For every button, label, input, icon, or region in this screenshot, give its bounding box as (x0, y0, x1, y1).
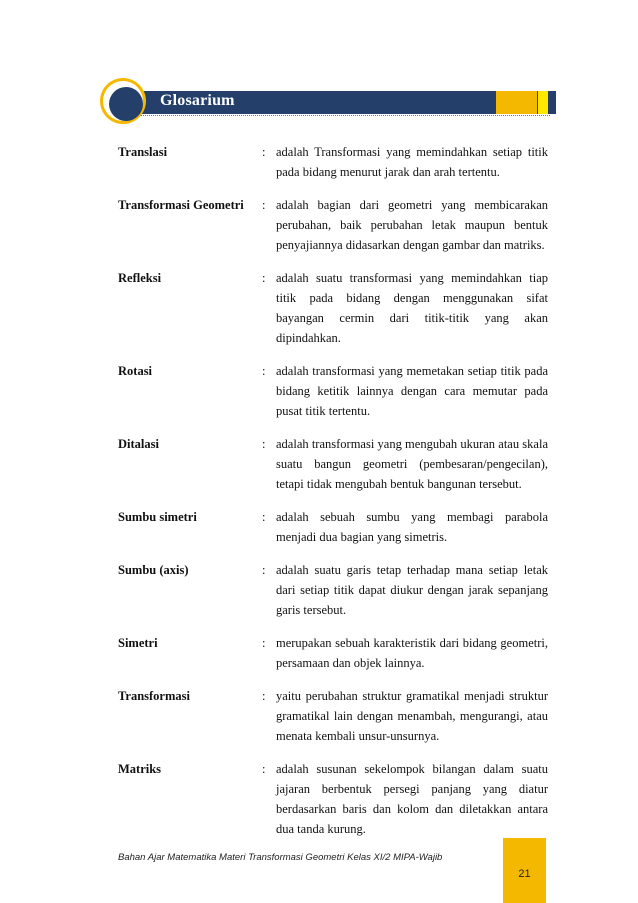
glossary-term: Transformasi Geometri (118, 198, 244, 212)
glossary-definition: adalah transformasi yang mengubah ukuran atau skala suatu bangun geometri (pembesaran/pengecilan), tetapi tidak mengubah bentuk bangunan tersebut. (276, 437, 548, 491)
glossary-entry (118, 686, 548, 746)
header-yellow-accent (538, 91, 548, 114)
glossary-term: Rotasi (118, 364, 153, 378)
glossary-entry (118, 633, 548, 673)
glossary-entry (118, 507, 548, 547)
header-gold-accent (496, 91, 537, 114)
page-title: Glosarium (160, 92, 235, 109)
glossary-definition: adalah Transformasi yang memindahkan setiap titik pada bidang menurut jarak dan arah tertentu. (276, 145, 548, 179)
glossary-colon: : (262, 198, 266, 212)
glossary-entry (118, 268, 548, 348)
glossary-colon: : (262, 636, 266, 650)
glossary-colon: : (262, 145, 266, 159)
glossary-colon: : (262, 762, 266, 776)
glossary-list (118, 142, 548, 852)
glossary-term: Transformasi (118, 689, 190, 703)
footer-text: Bahan Ajar Matematika Materi Transformasi Geometri Kelas XI/2 MIPA-Wajib (118, 852, 443, 863)
page-number: 21 (518, 868, 531, 880)
page-number-box (503, 838, 546, 903)
glossary-term: Ditalasi (118, 437, 159, 451)
header-bar (140, 91, 556, 114)
glossary-entry (118, 142, 548, 182)
glossary-entry (118, 759, 548, 839)
section-header (100, 78, 550, 120)
glossary-colon: : (262, 510, 266, 524)
glossary-entry (118, 434, 548, 494)
glossary-definition: yaitu perubahan struktur gramatikal menjadi struktur gramatikal lain dengan menambah, mengurangi, atau menata kembali unsur-unsurnya. (276, 689, 548, 743)
glossary-colon: : (262, 689, 266, 703)
glossary-colon: : (262, 437, 266, 451)
glossary-definition: adalah sebuah sumbu yang membagi parabola menjadi dua bagian yang simetris. (276, 510, 548, 544)
header-circle-icon (100, 78, 146, 124)
glossary-term: Sumbu simetri (118, 510, 197, 524)
glossary-colon: : (262, 271, 266, 285)
header-dotted-rule (140, 115, 550, 116)
glossary-term: Sumbu (axis) (118, 563, 189, 577)
glossary-entry (118, 195, 548, 255)
glossary-term: Translasi (118, 145, 168, 159)
glossary-term: Matriks (118, 762, 162, 776)
glossary-definition: adalah suatu garis tetap terhadap mana setiap letak dari setiap titik dapat diukur dengan jarak sepanjang garis tersebut. (276, 563, 548, 617)
glossary-entry (118, 361, 548, 421)
glossary-definition: adalah transformasi yang memetakan setiap titik pada bidang ketitik lainnya dengan cara memutar pada pusat titik tertentu. (276, 364, 548, 418)
glossary-entry (118, 560, 548, 620)
glossary-colon: : (262, 563, 266, 577)
glossary-term: Refleksi (118, 271, 162, 285)
glossary-definition: adalah susunan sekelompok bilangan dalam suatu jajaran berbentuk persegi panjang yang diatur berdasarkan baris dan kolom dan diletakkan antara dua tanda kurung. (276, 762, 548, 836)
glossary-colon: : (262, 364, 266, 378)
glossary-term: Simetri (118, 636, 158, 650)
glossary-definition: adalah suatu transformasi yang memindahkan tiap titik pada bidang dengan menggunakan sifat bayangan cermin dari titik-titik yang akan dipindahkan. (276, 271, 548, 345)
glossary-definition: adalah bagian dari geometri yang membicarakan perubahan, baik perubahan letak maupun bentuk penyajiannya didasarkan dengan gambar dan matriks. (276, 198, 548, 252)
glossary-definition: merupakan sebuah karakteristik dari bidang geometri, persamaan dan objek lainnya. (276, 636, 548, 670)
